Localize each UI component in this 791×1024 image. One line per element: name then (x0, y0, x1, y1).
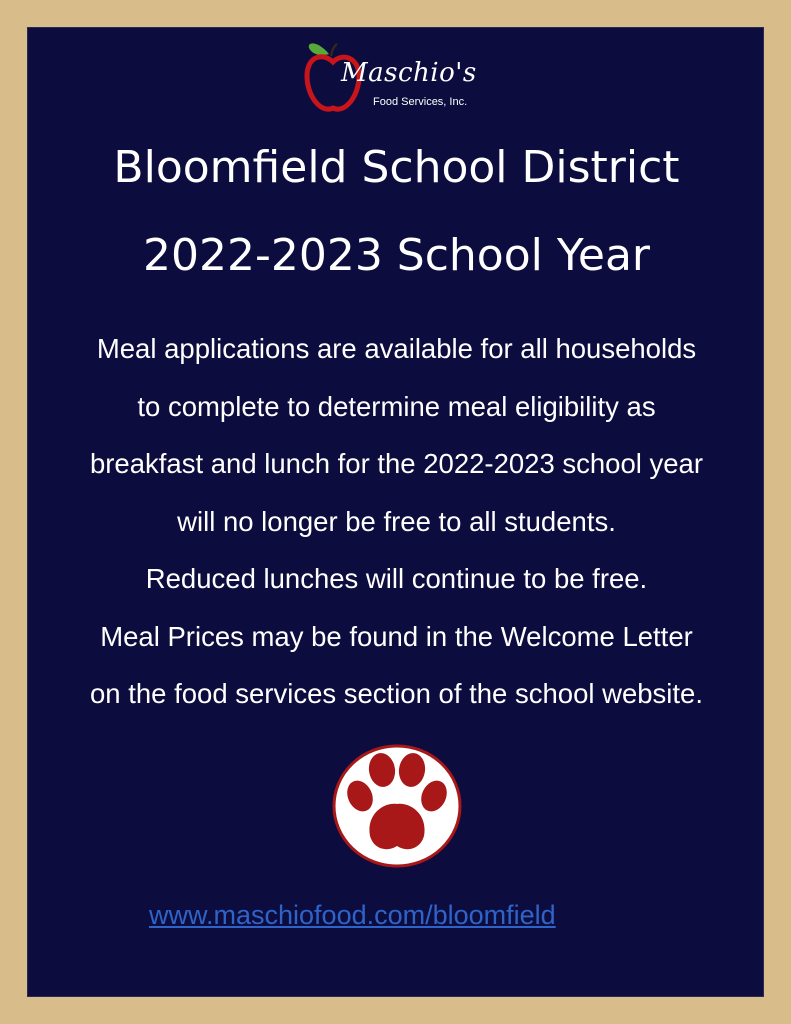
announcement-line: Meal Prices may be found in the Welcome Letter (100, 620, 693, 652)
flyer-panel (27, 27, 764, 997)
logo-subtitle: Food Services, Inc. (373, 96, 468, 108)
maschios-logo (303, 36, 503, 122)
website-link[interactable]: www.maschiofood.com/bloomfield (149, 900, 556, 930)
announcement-line: breakfast and lunch for the 2022-2023 school year (89, 448, 704, 479)
announcement-line: Meal applications are available for all households (96, 333, 697, 364)
tiger-paw-icon (332, 744, 462, 868)
announcement-line: to complete to determine meal eligibility as (137, 390, 656, 422)
district-title: Bloomfield School District (113, 142, 680, 193)
school-year-title: 2022-2023 School Year (142, 230, 651, 281)
announcement-line: Reduced lunches will continue to be free. (145, 563, 648, 594)
announcement-text (28, 320, 765, 723)
logo-brand-text: Maschio's (341, 58, 477, 88)
announcement-line: will no longer be free to all students. (177, 505, 616, 537)
announcement-line: on the food services section of the school website. (90, 678, 703, 709)
